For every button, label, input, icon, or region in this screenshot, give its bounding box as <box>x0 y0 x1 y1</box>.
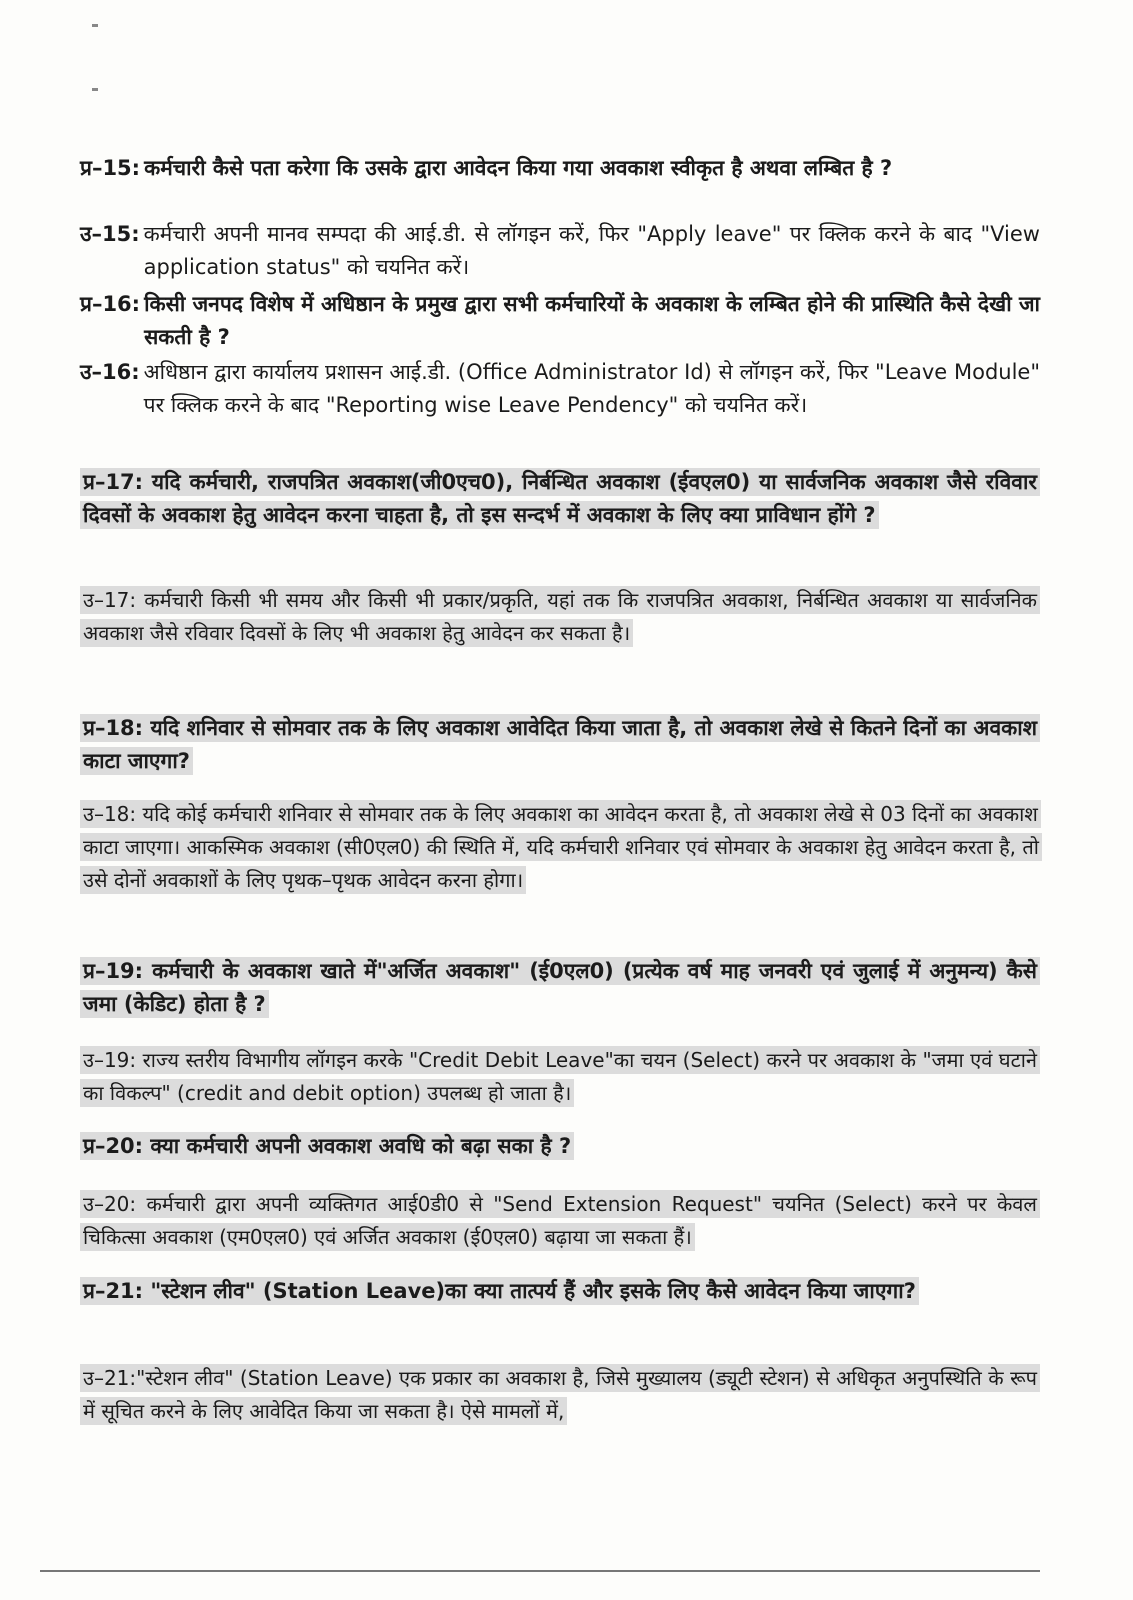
question-text: कर्मचारी कैसे पता करेगा कि उसके द्वारा आवेदन किया गया अवकाश स्वीकृत है अथवा लम्बित है ? <box>144 156 893 180</box>
answer-18 <box>80 798 1040 897</box>
question-15 <box>80 152 1040 185</box>
scan-mark <box>92 24 98 27</box>
answer-text: उ–17: कर्मचारी किसी भी समय और किसी भी प्रकार/प्रकृति, यहां तक कि राजपत्रित अवकाश, निर्बन्धित अवकाश या सार्वजनिक अवकाश जैसे रविवार दिवसों के लिए भी अवकाश हेतु आवेदन कर सकता है। <box>80 586 1040 647</box>
scan-mark <box>92 88 98 91</box>
answer-text: उ–18: यदि कोई कर्मचारी शनिवार से सोमवार तक के लिए अवकाश का आवेदन करता है, तो अवकाश लेखे से 03 दिनों का अवकाश काटा जाएगा। आकस्मिक अवकाश (सी0एल0) की स्थिति में, यदि कर्मचारी शनिवार एवं सोमवार के अवकाश हेतु आवेदन करता है, तो उसे दोनों अवकाशों के लिए पृथक–पृथक आवेदन करना होगा। <box>80 800 1042 894</box>
answer-text: अधिष्ठान द्वारा कार्यालय प्रशासन आई.डी. (Office Administrator Id) से लॉगइन करें, फिर "Leave Module" पर क्लिक करने के बाद "Reporting wise Leave Pendency" को चयनित करें। <box>143 360 1040 417</box>
question-text: प्र–17: यदि कर्मचारी, राजपत्रित अवकाश(जी0एच0), निर्बन्धित अवकाश (ईवएल0) या सार्वजनिक अवकाश जैसे रविवार दिवसों के अवकाश हेतु आवेदन करना चाहता है, तो इस सन्दर्भ में अवकाश के लिए क्या प्राविधान होंगे ? <box>80 468 1040 529</box>
answer-17 <box>80 584 1040 650</box>
question-20 <box>80 1130 1040 1163</box>
answer-text: उ–19: राज्य स्तरीय विभागीय लॉगइन करके "Credit Debit Leave"का चयन (Select) करने पर अवकाश के "जमा एवं घटाने का विकल्प" (credit and debit option) उपलब्ध हो जाता है। <box>80 1046 1040 1107</box>
question-18 <box>80 712 1040 778</box>
question-text: प्र–21: "स्टेशन लीव" (Station Leave)का क्या तात्पर्य हैं और इसके लिए कैसे आवेदन किया जाएगा? <box>80 1277 919 1305</box>
question-text: प्र–19: कर्मचारी के अवकाश खाते में"अर्जित अवकाश" (ई0एल0) (प्रत्येक वर्ष माह जनवरी एवं जुलाई में अनुमन्य) कैसे जमा (केडिट) होता है ? <box>80 957 1040 1018</box>
answer-label: उ–15: <box>80 222 140 246</box>
question-19 <box>80 955 1040 1021</box>
answer-16 <box>80 356 1040 422</box>
bottom-rule <box>40 1570 1040 1572</box>
answer-text: कर्मचारी अपनी मानव सम्पदा की आई.डी. से लॉगइन करें, फिर "Apply leave" पर क्लिक करने के बाद "View application status" को चयनित करें। <box>143 222 1040 279</box>
answer-20 <box>80 1188 1040 1254</box>
answer-15 <box>80 218 1040 284</box>
answer-21 <box>80 1362 1040 1428</box>
question-17 <box>80 466 1040 532</box>
question-text: प्र–18: यदि शनिवार से सोमवार तक के लिए अवकाश आवेदित किया जाता है, तो अवकाश लेखे से कितने दिनों का अवकाश काटा जाएगा? <box>80 714 1040 775</box>
question-label: प्र–16: <box>80 292 141 316</box>
question-text: प्र–20: क्या कर्मचारी अपनी अवकाश अवधि को बढ़ा सका है ? <box>80 1132 574 1160</box>
answer-text: उ–20: कर्मचारी द्वारा अपनी व्यक्तिगत आई0डी0 से "Send Extension Request" चयनित (Select) करने पर केवल चिकित्सा अवकाश (एम0एल0) एवं अर्जित अवकाश (ई0एल0) बढ़ाया जा सकता हैं। <box>80 1190 1040 1251</box>
answer-label: उ–16: <box>80 360 140 384</box>
question-21 <box>80 1275 1040 1308</box>
question-label: प्र–15: <box>80 156 141 180</box>
answer-text: उ–21:"स्टेशन लीव" (Station Leave) एक प्रकार का अवकाश है, जिसे मुख्यालय (ड्यूटी स्टेशन) से अधिकृत अनुपस्थिति के रूप में सूचित करने के लिए आवेदित किया जा सकता है। ऐसे मामलों में, <box>80 1364 1040 1425</box>
question-16 <box>80 288 1040 354</box>
answer-19 <box>80 1044 1040 1110</box>
question-text: किसी जनपद विशेष में अधिष्ठान के प्रमुख द्वारा सभी कर्मचारियों के अवकाश के लम्बित होने की प्रास्थिति कैसे देखी जा सकती है ? <box>144 292 1040 349</box>
